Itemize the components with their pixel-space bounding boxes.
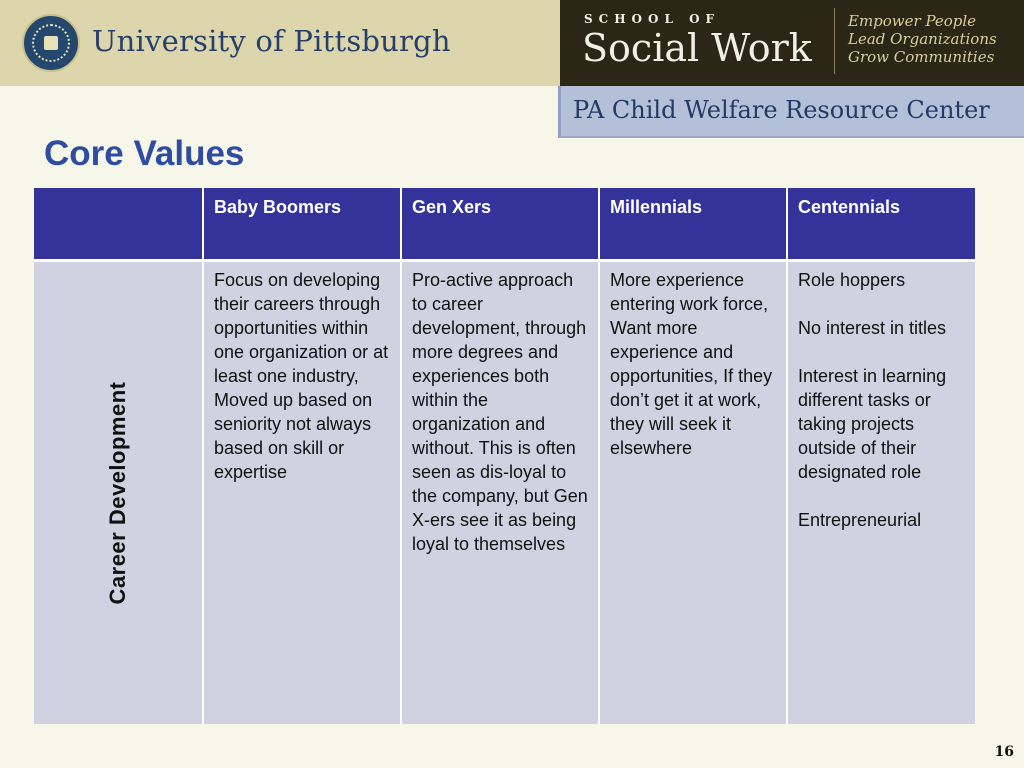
core-values-table <box>34 188 967 724</box>
tagline-3: Grow Communities <box>848 48 995 66</box>
header-cell-centennials: Centennials <box>788 188 975 259</box>
cell-text: No interest in titles <box>798 318 947 338</box>
cell-text: Entrepreneurial <box>798 510 922 530</box>
cell-gen-xers <box>402 262 598 724</box>
header-cell-millennials: Millennials <box>600 188 786 259</box>
university-banner <box>0 0 560 86</box>
cell-text: Pro-active approach to career development, through more degrees and experiences both within the organization and without. This is often seen as dis-loyal to the company, but Gen X-ers see it as being loyal to themselves <box>412 270 588 554</box>
university-seal-icon <box>22 14 80 72</box>
tagline-2: Lead Organizations <box>848 30 997 48</box>
school-banner <box>560 0 1024 86</box>
cell-text: Focus on developing their careers through opportunities within one organization or at least one industry, Moved up based on seniority not always based on skill or expertise <box>214 270 389 482</box>
cell-centennials <box>788 262 975 724</box>
banner-divider <box>834 8 835 74</box>
resource-center-name: PA Child Welfare Resource Center <box>573 96 990 124</box>
social-work-label: Social Work <box>582 26 812 70</box>
slide-title: Core Values <box>44 134 245 173</box>
cell-baby-boomers <box>204 262 400 724</box>
header-cell-empty <box>34 188 202 259</box>
cell-text: Role hoppers <box>798 270 906 290</box>
cell-millennials <box>600 262 786 724</box>
resource-center-bar <box>558 86 1024 138</box>
header-cell-gen-xers: Gen Xers <box>402 188 598 259</box>
cell-text: Interest in learning different tasks or taking projects outside of their designated role <box>798 366 947 482</box>
university-name: University of Pittsburgh <box>92 24 451 58</box>
tagline-1: Empower People <box>848 12 977 30</box>
taglines <box>848 12 997 66</box>
cell-text: More experience entering work force, <box>610 270 769 314</box>
row-label-cell <box>34 262 202 724</box>
school-of-label: SCHOOL OF <box>584 12 721 26</box>
cell-text: Want more experience and opportunities, If they don’t get it at work, they will seek it elsewhere <box>610 318 773 458</box>
header-cell-baby-boomers: Baby Boomers <box>204 188 400 259</box>
page-number: 16 <box>994 744 1014 760</box>
row-label-career-development: Career Development <box>105 381 130 605</box>
